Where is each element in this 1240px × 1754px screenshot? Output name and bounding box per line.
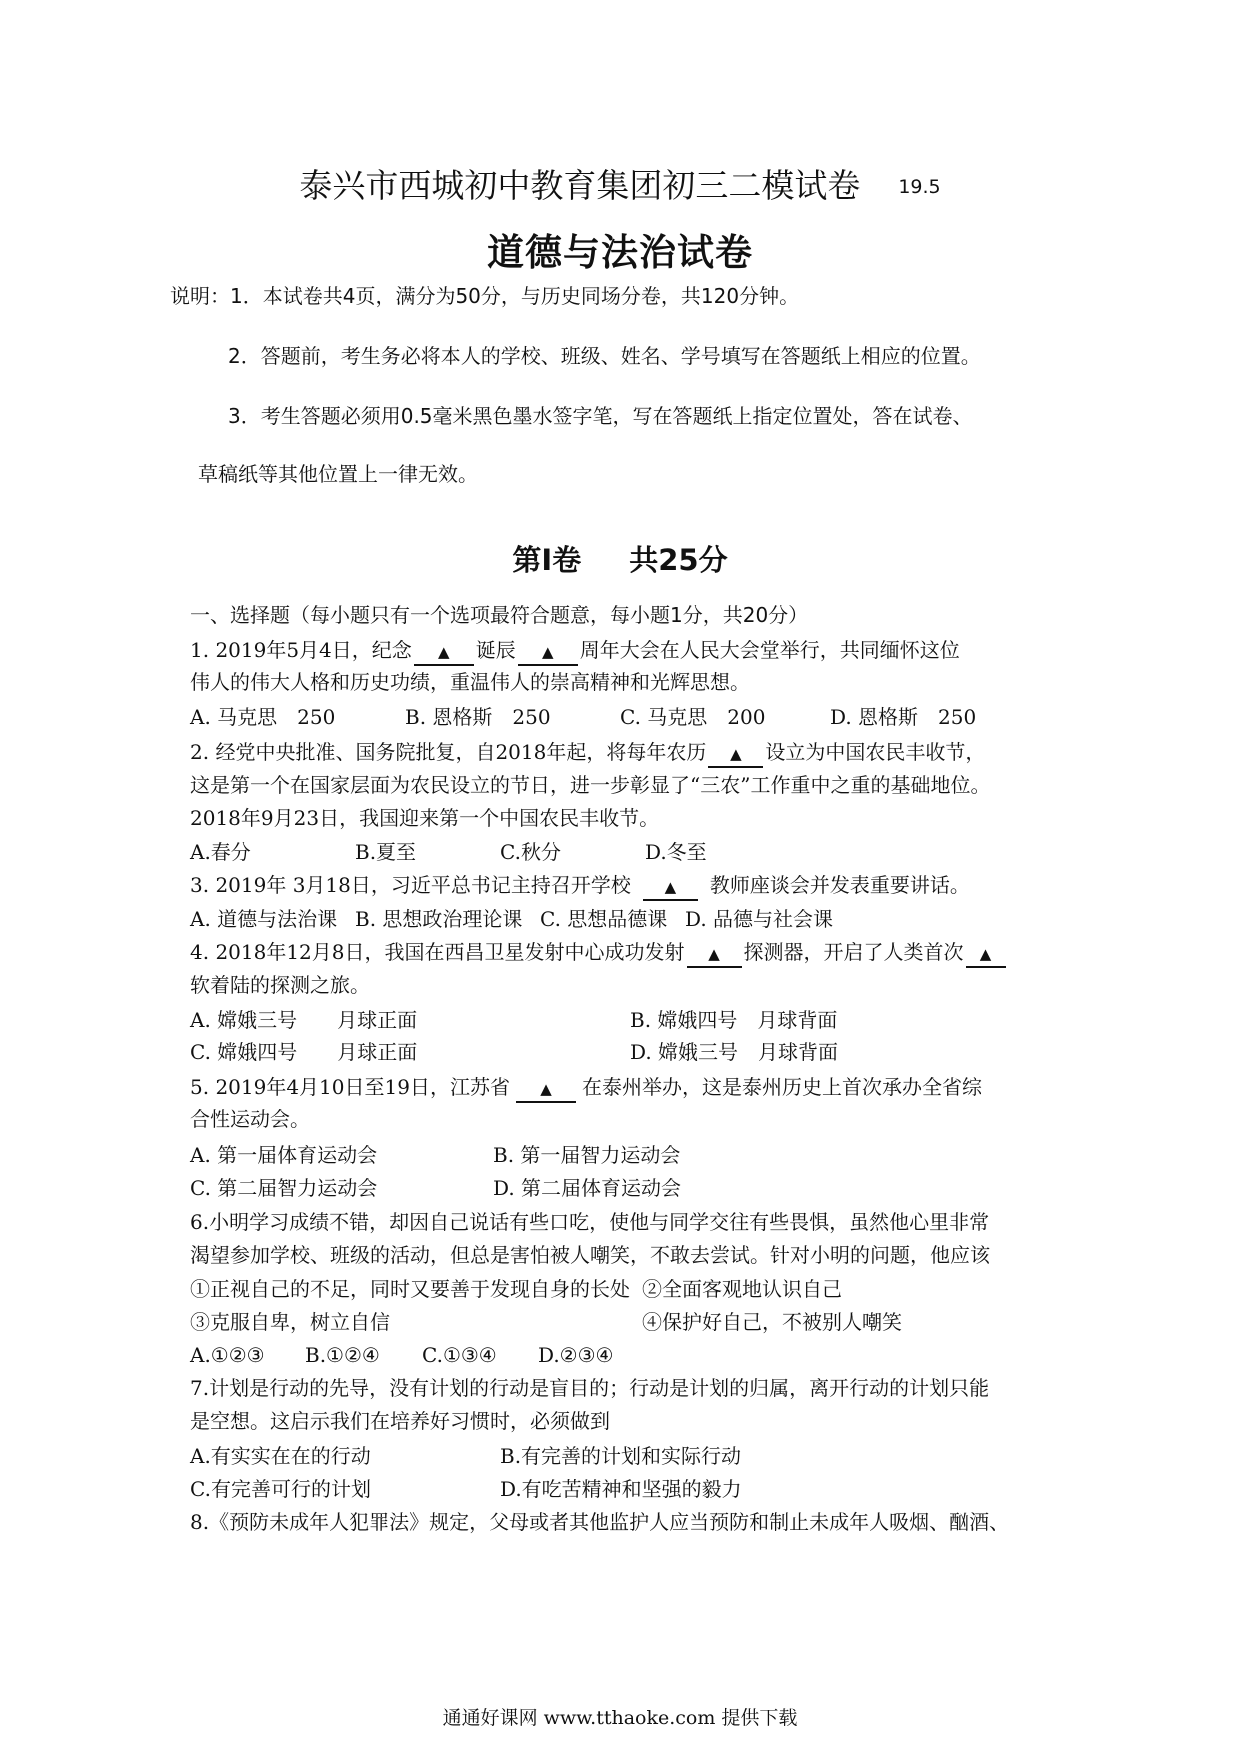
question-6: 6.小明学习成绩不错，却因自己说话有些口吃，使他与同学交往有些畏惧，虽然他心里非常	[190, 1210, 990, 1234]
answer-blank: ▲	[643, 875, 698, 901]
q1-option-d: D. 恩格斯 250	[830, 705, 977, 729]
q7-option-d: D.有吃苦精神和坚强的毅力	[500, 1477, 742, 1501]
q5-text-b: 在泰州举办，这是泰州历史上首次承办全省综	[581, 1075, 982, 1099]
q4-option-b: B. 嫦娥四号 月球背面	[630, 1008, 838, 1032]
q6-statement-1: ①正视自己的不足，同时又要善于发现自身的长处	[190, 1277, 630, 1301]
q3-text-a: 3. 2019年 3月18日，习近平总书记主持召开学校	[190, 873, 631, 897]
q5-text-a: 5. 2019年4月10日至19日，江苏省	[190, 1075, 510, 1099]
q6-statement-2: ②全面客观地认识自己	[642, 1277, 842, 1301]
q4-option-a: A. 嫦娥三号 月球正面	[190, 1008, 418, 1032]
q4-text-b: 探测器，开启了人类首次	[743, 940, 964, 964]
instruction-1	[170, 280, 799, 309]
q7-line2: 是空想。这启示我们在培养好习惯时，必须做到	[190, 1409, 610, 1433]
q3-option-a: A. 道德与法治课	[190, 907, 338, 931]
instruction-text: 1．本试卷共4页，满分为50分，与历史同场分卷，共120分钟。	[230, 284, 800, 308]
q7-option-a: A.有实实在在的行动	[190, 1444, 371, 1468]
question-5	[190, 1072, 982, 1102]
q6-line2: 渴望参加学校、班级的活动，但总是害怕被人嘲笑，不敢去尝试。针对小明的问题，他应该	[190, 1243, 990, 1267]
q1-option-c: C. 马克思 200	[620, 705, 766, 729]
q4-options-row2	[190, 1037, 1070, 1067]
section-heading: 一、选择题（每小题只有一个选项最符合题意，每小题1分，共20分）	[190, 603, 809, 627]
q2-text-a: 2. 经党中央批准、国务院批复，自2018年起，将每年农历	[190, 740, 707, 764]
page-footer: 通通好课网 www.tthaoke.com 提供下载	[442, 1707, 798, 1729]
q5-option-c: C. 第二届智力运动会	[190, 1176, 378, 1200]
part-name: 第Ⅰ卷	[512, 543, 582, 577]
q4-line2: 软着陆的探测之旅。	[190, 973, 370, 997]
q3-option-b: B. 思想政治理论课	[355, 907, 523, 931]
q6-option-c: C.①③④	[422, 1343, 497, 1367]
q6-option-b: B.①②④	[305, 1343, 380, 1367]
q1-line2: 伟人的伟大人格和历史功绩，重温伟人的崇高精神和光辉思想。	[190, 670, 750, 694]
q2-text-b: 设立为中国农民丰收节，	[765, 740, 986, 764]
answer-blank: ▲	[518, 640, 578, 666]
part-score: 共25分	[629, 543, 728, 577]
question-4	[190, 937, 1008, 967]
question-1	[190, 635, 960, 665]
q1-option-a: A. 马克思 250	[190, 705, 336, 729]
q1-text-a: 1. 2019年5月4日，纪念	[190, 638, 412, 662]
q7-option-c: C.有完善可行的计划	[190, 1477, 371, 1501]
question-3	[190, 870, 970, 900]
answer-blank: ▲	[966, 942, 1006, 968]
answer-blank: ▲	[687, 942, 742, 968]
instruction-prefix: 说明：	[170, 284, 230, 308]
q6-options	[190, 1340, 1070, 1370]
q1-options	[190, 702, 1070, 732]
q2-option-d: D.冬至	[645, 840, 707, 864]
question-2	[190, 737, 985, 767]
exam-date: 19.5	[898, 176, 941, 198]
q6-statement-4: ④保护好自己，不被别人嘲笑	[642, 1310, 902, 1334]
instruction-2: 2．答题前，考生务必将本人的学校、班级、姓名、学号填写在答题纸上相应的位置。	[228, 344, 981, 368]
q1-text-b: 诞辰	[475, 638, 516, 662]
q6-statement-3: ③克服自卑，树立自信	[190, 1310, 390, 1334]
q3-option-c: C. 思想品德课	[540, 907, 668, 931]
exam-title-text: 泰兴市西城初中教育集团初三二模试卷	[299, 166, 861, 205]
q2-line3: 2018年9月23日，我国迎来第一个中国农民丰收节。	[190, 806, 660, 830]
q3-options	[190, 904, 1070, 934]
q2-options	[190, 837, 1070, 867]
q4-options-row1	[190, 1005, 1070, 1035]
exam-subject: 道德与法治试卷	[487, 231, 753, 274]
instruction-3-cont: 草稿纸等其他位置上一律无效。	[198, 462, 478, 486]
question-8: 8.《预防未成年人犯罪法》规定，父母或者其他监护人应当预防和制止未成年人吸烟、酗酒、	[190, 1510, 1010, 1534]
part-title	[0, 538, 1240, 579]
q5-line2: 合性运动会。	[190, 1107, 310, 1131]
answer-blank: ▲	[708, 742, 763, 768]
q2-line2: 这是第一个在国家层面为农民设立的节日，进一步彰显了“三农”工作重中之重的基础地位。	[190, 773, 991, 797]
q5-option-a: A. 第一届体育运动会	[190, 1143, 378, 1167]
exam-title	[0, 160, 1240, 207]
q5-options-row2	[190, 1173, 1070, 1203]
q7-options-row2	[190, 1474, 1070, 1504]
q2-option-c: C.秋分	[500, 840, 561, 864]
q7-options-row1	[190, 1441, 1070, 1471]
q6-statements-row1	[190, 1274, 1070, 1304]
answer-blank: ▲	[516, 1077, 576, 1103]
q2-option-a: A.春分	[190, 840, 251, 864]
q7-option-b: B.有完善的计划和实际行动	[500, 1444, 742, 1468]
q5-options-row1	[190, 1140, 1070, 1170]
q5-option-b: B. 第一届智力运动会	[493, 1143, 681, 1167]
q4-option-d: D. 嫦娥三号 月球背面	[630, 1040, 839, 1064]
question-7: 7.计划是行动的先导，没有计划的行动是盲目的；行动是计划的归属，离开行动的计划只能	[190, 1376, 990, 1400]
q3-text-b: 教师座谈会并发表重要讲话。	[709, 873, 970, 897]
q4-text-a: 4. 2018年12月8日，我国在西昌卫星发射中心成功发射	[190, 940, 685, 964]
q6-option-a: A.①②③	[190, 1343, 265, 1367]
q6-option-d: D.②③④	[538, 1343, 614, 1367]
q1-text-c: 周年大会在人民大会堂举行，共同缅怀这位	[579, 638, 960, 662]
q2-option-b: B.夏至	[355, 840, 417, 864]
instruction-3: 3．考生答题必须用0.5毫米黑色墨水签字笔，写在答题纸上指定位置处，答在试卷、	[228, 404, 973, 428]
q1-option-b: B. 恩格斯 250	[405, 705, 551, 729]
q5-option-d: D. 第二届体育运动会	[493, 1176, 682, 1200]
q6-statements-row2	[190, 1307, 1070, 1337]
answer-blank: ▲	[414, 640, 474, 666]
q4-option-c: C. 嫦娥四号 月球正面	[190, 1040, 418, 1064]
q3-option-d: D. 品德与社会课	[685, 907, 834, 931]
